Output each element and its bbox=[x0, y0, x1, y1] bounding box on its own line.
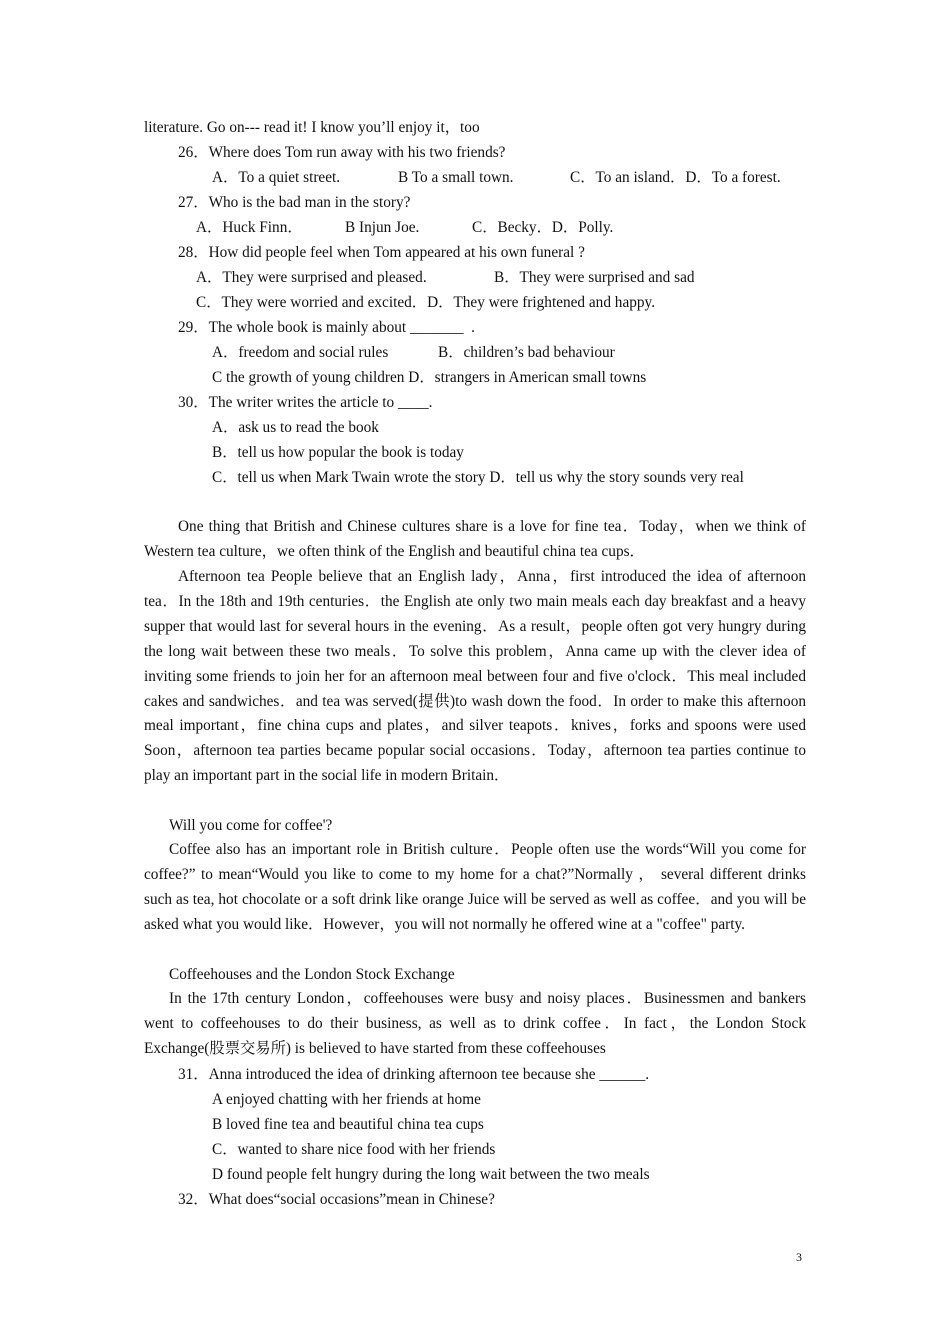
q28-stem: 28．How did people feel when Tom appeared at his own funeral ? bbox=[178, 244, 585, 261]
q30-option-cd: C．tell us when Mark Twain wrote the story D．tell us why the story sounds very real bbox=[212, 469, 744, 486]
q27-stem: 27．Who is the bad man in the story? bbox=[178, 194, 411, 211]
q30-stem: 30．The writer writes the article to ____. bbox=[178, 394, 433, 411]
passage-paragraph-1: One thing that British and Chinese cultures share is a love for fine tea．Today，when we think of Western tea culture，we often think of the English and beautiful china tea cups． bbox=[144, 518, 806, 560]
q26-option-cd: C．To an island．D．To a forest. bbox=[570, 169, 781, 186]
q30-option-b: B．tell us how popular the book is today bbox=[212, 444, 464, 461]
q27-option-cd: C．Becky．D．Polly. bbox=[472, 219, 614, 236]
q32-stem: 32．What does“social occasions”mean in Chinese? bbox=[178, 1191, 495, 1208]
q29-option-a: A．freedom and social rules bbox=[212, 344, 389, 361]
q28-option-cd: C．They were worried and excited．D．They were frightened and happy. bbox=[196, 294, 656, 311]
q29-stem: 29．The whole book is mainly about _______ . bbox=[178, 319, 475, 336]
q27-option-a: A．Huck Finn． bbox=[196, 219, 303, 236]
q31-option-d: D found people felt hungry during the long wait between the two meals bbox=[212, 1166, 650, 1183]
q28-option-a: A．They were surprised and pleased. bbox=[196, 269, 427, 286]
page-number: 3 bbox=[796, 1250, 802, 1264]
q31-stem: 31．Anna introduced the idea of drinking afternoon tee because she ______. bbox=[178, 1066, 650, 1083]
q31-option-a: A enjoyed chatting with her friends at home bbox=[212, 1091, 481, 1108]
q28-option-b: B．They were surprised and sad bbox=[494, 269, 695, 286]
q30-option-a: A．ask us to read the book bbox=[212, 419, 379, 436]
passage-heading-coffee: Will you come for coffee'? bbox=[169, 817, 333, 834]
q31-option-b: B loved fine tea and beautiful china tea cups bbox=[212, 1116, 484, 1133]
passage-paragraph-3: Coffee also has an important role in British culture．People often use the words“Will you come for coffee?” to mean“Would you like to come to my home for a chat?”Normally ， several different drinks such as tea, hot chocolate or a soft drink like orange Juice will be served as well as coffee．and you will be asked what you would like．However，you will not normally he offered wine at a "coffee" party. bbox=[144, 841, 806, 933]
intro-line: literature. Go on--- read it! I know you’ll enjoy it，too bbox=[144, 119, 480, 136]
passage-paragraph-4: In the 17th century London，coffeehouses were busy and noisy places．Businessmen and bankers went to coffeehouses to do their business, as well as to drink coffee．In fact，the London Stock Exchange(股票交易所) is believed to have started from these coffeehouses bbox=[144, 990, 806, 1057]
q27-option-b: B Injun Joe. bbox=[345, 219, 420, 236]
passage-paragraph-2: Afternoon tea People believe that an English lady，Anna，first introduced the idea of afternoon tea．In the 18th and 19th centuries．the English ate only two main meals each day breakfast and a heavy supper that would last for several hours in the evening．As a result，people often got very hungry during the long wait between these two meals．To solve this problem，Anna came up with the clever idea of inviting some friends to join her for an afternoon meal between four and five o'clock．This meal included cakes and sandwiches．and tea was served(提供)to wash down the food．In order to make this afternoon meal important，fine china cups and plates，and silver teapots．knives，forks and spoons were used Soon，afternoon tea parties became popular social occasions．Today，afternoon tea parties continue to play an important part in the social life in modern Britain． bbox=[144, 568, 806, 785]
q31-option-c: C．wanted to share nice food with her friends bbox=[212, 1141, 496, 1158]
q26-stem: 26．Where does Tom run away with his two friends? bbox=[178, 144, 506, 161]
q29-option-cd: C the growth of young children D．strangers in American small towns bbox=[212, 369, 647, 386]
q26-option-a: A．To a quiet street. bbox=[212, 169, 341, 186]
q26-option-b: B To a small town. bbox=[398, 169, 514, 186]
q29-option-b: B．children’s bad behaviour bbox=[438, 344, 615, 361]
passage-heading-coffeehouses: Coffeehouses and the London Stock Exchange bbox=[169, 966, 455, 983]
